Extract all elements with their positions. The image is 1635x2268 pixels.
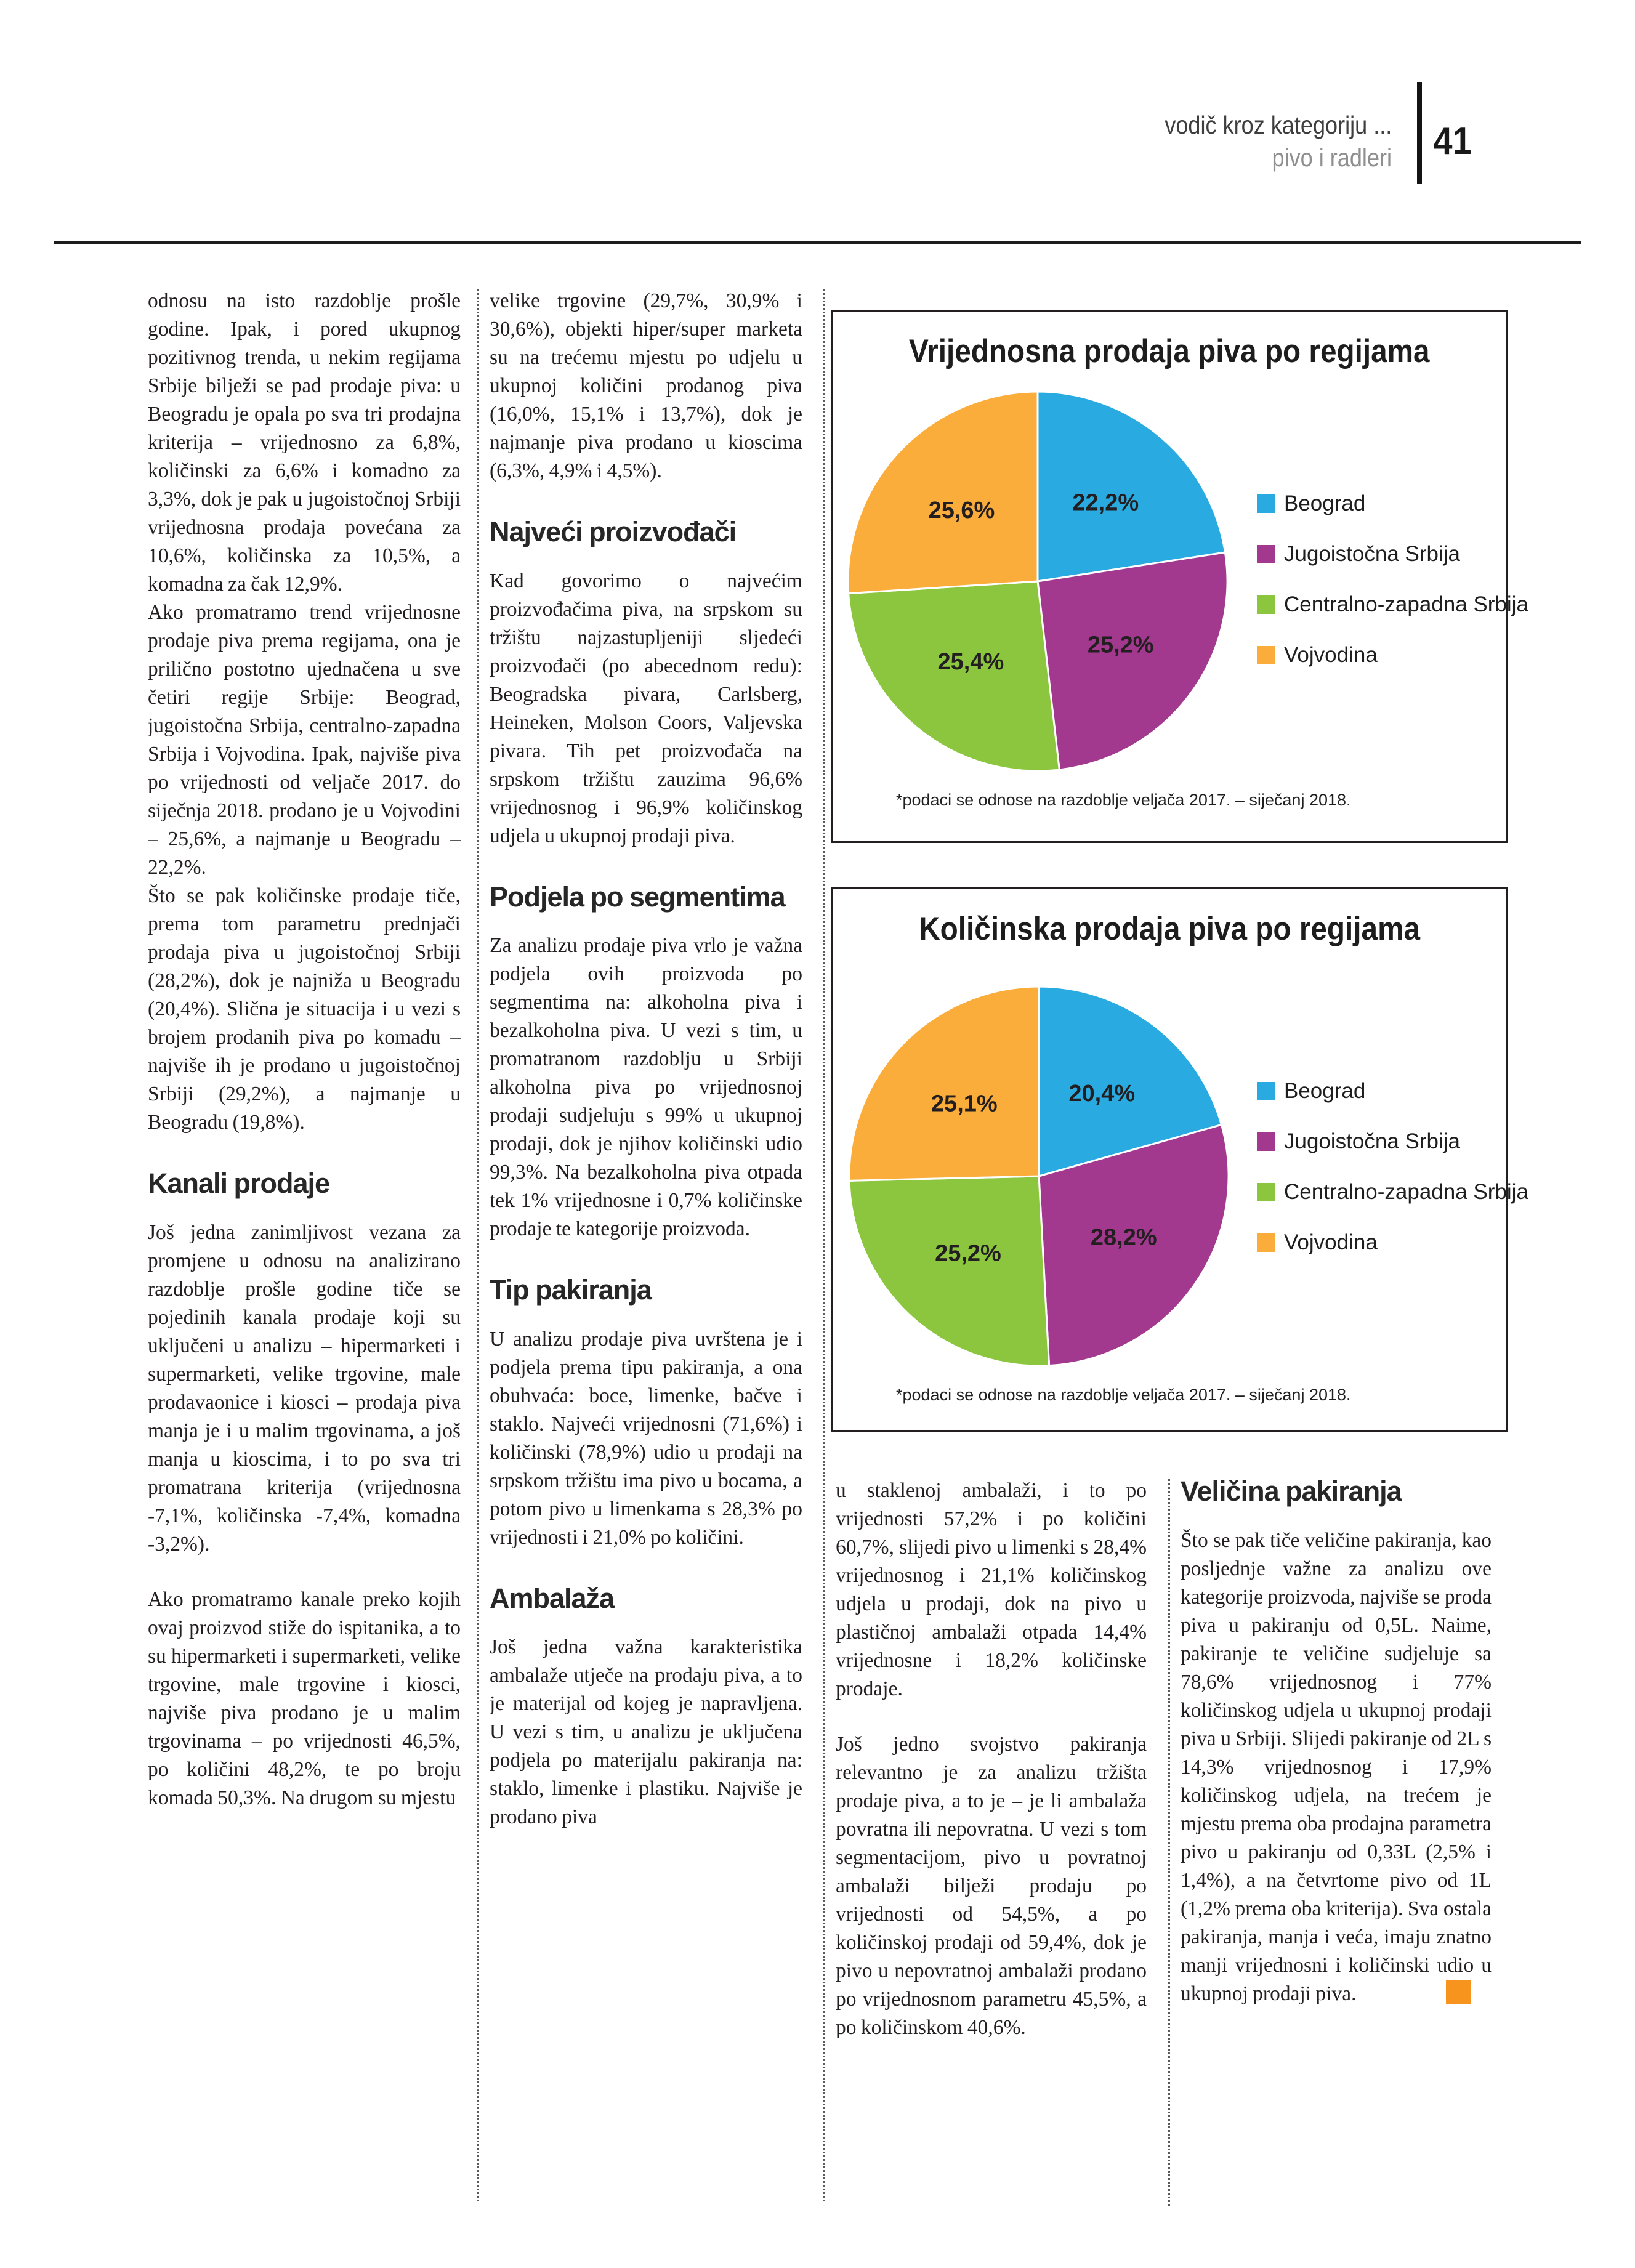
legend-label: Centralno-zapadna Srbija (1284, 1180, 1528, 1204)
header-divider-bar (1417, 82, 1422, 184)
chart-title-text: Vrijednosna prodaja piva po regijama (909, 333, 1430, 369)
paragraph: U analizu prodaje piva uvrštena je i podjela prema tipu pakiranja, a ona obuhvaća: boce, limenke, bačve i staklo. Najveći vrijednosni (71,6%) i količinski (78,9%) udio u prodaji na srpskom tržištu ima pivo u bocama, a potom pivo u limenkama s 28,3% po vrijednosti i 21,0% po količini. (490, 1327, 802, 1549)
legend-item (1257, 1129, 1528, 1154)
header-rule (54, 241, 1581, 244)
legend-item (1257, 1230, 1528, 1255)
paragraph-text: Što se pak tiče veličine pakiranja, kao posljednje važne za analizu ove kategorije proizvoda, najviše se proda piva u pakiranju od 0,5L. Naime, pakiranje te veličine sudjeluje sa 78,6% vrijednosnog i 77% količinskog udjela u ukupnoj prodaji piva u Srbiji. Slijedi pakiranje od 2L s 14,3% vrijednosnog i 17,9% količinskog udjela, na trećem je mjestu prema oba prodajna parametra pivo u pakiranju od 0,33L (2,5% i 1,4%), a na četvrtome pivo od 1L (1,2% prema oba kriterija). Sva ostala pakiranja, manja i veća, imaju znatno manji vrijednosni i količinski udio u ukupnoj prodaji piva. (1181, 1528, 1492, 2005)
chart-legend (1257, 491, 1528, 693)
pie-value-label: 25,2% (935, 1240, 1001, 1267)
header-topic-text: pivo i radleri (1272, 143, 1392, 172)
section-heading: Tip pakiranja (490, 1274, 652, 1306)
legend-swatch (1257, 1132, 1275, 1151)
text-column-1 (148, 287, 461, 2208)
header-kicker (801, 111, 1392, 140)
pie-value-label: 25,2% (1087, 632, 1154, 658)
pie-slice-centralno-zapadna-srbija (849, 1176, 1049, 1366)
chart-footnote: *podaci se odnose na razdoblje veljača 2017. – siječanj 2018. (896, 1386, 1351, 1404)
legend-item (1257, 1079, 1528, 1104)
pie-value-label: 25,4% (937, 648, 1004, 675)
legend-label: Centralno-zapadna Srbija (1284, 592, 1528, 616)
legend-swatch (1257, 595, 1275, 614)
chart-title (833, 333, 1506, 370)
chart-title (833, 910, 1506, 948)
legend-swatch (1257, 1233, 1275, 1252)
legend-swatch (1257, 1183, 1275, 1201)
volume-sales-chart (831, 887, 1528, 1432)
pie-slice-beograd (1038, 392, 1225, 581)
value-sales-chart (831, 310, 1528, 843)
paragraph: odnosu na isto razdoblje prošle godine. Ipak, i pored ukupnog pozitivnog trenda, u nekim regijama Srbije bilježi se pad prodaje piva: u Beogradu je opala po sva tri prodajna kriterija – vrijednosno za 6,8%, količinski za 6,6% i komadno za 3,3%, dok je pak u jugoistočnoj Srbiji vrijednosna prodaja povećana za 10,6%, količinska za 10,5%, a komadna za čak 12,9%. (148, 289, 461, 595)
legend-item (1257, 542, 1528, 567)
legend-swatch (1257, 494, 1275, 513)
column-separator (1168, 1479, 1170, 2206)
pie-value-label: 22,2% (1072, 490, 1139, 516)
section-heading: Najveći proizvođači (490, 516, 737, 547)
column-separator (477, 289, 479, 2201)
paragraph: Još jedna važna karakteristika ambalaže utječe na prodaju piva, a to je materijal od kojeg je napravljena. U vezi s tim, u analizu je uključena podjela po materijalu pakiranja na: staklo, limenke i plastiku. Najviše je prodano piva (490, 1636, 802, 1829)
pie-slice-vojvodina (849, 987, 1039, 1180)
section-heading: Podjela po segmentima (490, 881, 785, 913)
legend-label: Jugoistočna Srbija (1284, 542, 1460, 566)
legend-label: Vojvodina (1284, 1230, 1378, 1254)
text-column-4 (1181, 1477, 1492, 2209)
pie-value-label: 25,6% (928, 498, 995, 524)
section-heading: Kanali prodaje (148, 1168, 330, 1199)
paragraph: Ako promatramo trend vrijednosne prodaje piva prema regijama, ona je prilično postotno ujednačena u sve četiri regije Srbije: Beograd, jugoistočna Srbija, centralno-zapadna Srbija i Vojvodina. Ipak, najviše piva po vrijednosti od veljače 2017. do siječnja 2018. prodano je u Vojvodini – 25,6%, a najmanje u Beogradu – 22,2%. (148, 601, 461, 879)
pie-chart (842, 979, 1236, 1373)
page-number-text: 41 (1433, 120, 1472, 163)
page-number (1431, 119, 1474, 163)
chart-title-text: Količinska prodaja piva po regijama (919, 911, 1420, 947)
section-heading: Ambalaža (490, 1582, 615, 1614)
pie-value-label: 25,1% (931, 1091, 998, 1117)
pie-value-label: 28,2% (1090, 1224, 1157, 1251)
text-column-2 (490, 287, 802, 2208)
paragraph: Ako promatramo kanale preko kojih ovaj proizvod stiže do ispitanika, a to su hipermarketi i supermarketi, velike trgovine, male trgovine i kiosci, najviše piva prodano je u malim trgovinama – po vrijednosti 46,5%, po količini 48,2%, te po broju komada 50,3%. Na drugom su mjestu (148, 1588, 461, 1809)
column-separator (823, 289, 825, 2201)
legend-label: Beograd (1284, 491, 1366, 515)
paragraph: u staklenoj ambalaži, i to po vrijednosti 57,2% i po količini 60,7%, slijedi pivo u limenki s 28,4% vrijednosnog i 21,1% količinskog udjela u prodaji, dok na pivo u plastičnoj ambalaži otpada 14,4% vrijednosne i 18,2% količinske prodaje. (836, 1479, 1147, 1700)
chart-footnote: *podaci se odnose na razdoblje veljača 2017. – siječanj 2018. (896, 791, 1351, 809)
header-kicker-text: vodič kroz kategoriju ... (1165, 111, 1392, 139)
pie-chart (841, 384, 1235, 778)
paragraph (1181, 1527, 1492, 2008)
pie-slice-jugoisto-na-srbija (1038, 552, 1227, 770)
legend-item (1257, 592, 1528, 617)
legend-item (1257, 643, 1528, 668)
legend-label: Jugoistočna Srbija (1284, 1129, 1460, 1153)
paragraph: Još jedno svojstvo pakiranja relevantno je za analizu tržišta prodaje piva, a to je – je li ambalaža povratna ili nepovratna. U vezi s tom segmentacijom, pivo u povratnoj ambalaži bilježi prodaju po vrijednosti od 54,5%, a po količinskoj prodaji od 59,4%, dok je pivo u nepovratnoj ambalaži prodano po vrijednosnom parametru 45,5%, a po količinskom 40,6%. (836, 1733, 1147, 2039)
article-end-marker (1446, 1980, 1471, 2004)
pie-value-label: 20,4% (1068, 1080, 1136, 1107)
paragraph: Još jedna zanimljivost vezana za promjene u odnosu na analizirano razdoblje prošle godine tiče se pojedinih kanala prodaje koji su uključeni u analizu – hipermarketi i supermarketi, velike trgovine, male prodavaonice i kiosci – prodaja piva manja je i u malim trgovinama, a još manja u kioscima, i to po sva tri promatrana kriterija (vrijednosna -7,1%, količinska -7,4%, komadna -3,2%). (148, 1221, 461, 1556)
paragraph: Kad govorimo o najvećim proizvođačima piva, na srpskom su tržištu najzastupljeniji sljedeći proizvođači (po abecednom redu): Beogradska pivara, Carlsberg, Heineken, Molson Coors, Valjevska pivara. Tih pet proizvođača na srpskom tržištu zauzima 96,6% vrijednosnog i 96,9% količinskog udjela u ukupnoj prodaji piva. (490, 569, 802, 847)
legend-swatch (1257, 1082, 1275, 1100)
paragraph: velike trgovine (29,7%, 30,9% i 30,6%), objekti hiper/super marketa su na trećemu mjestu po udjelu u ukupnoj količini prodanog piva (16,0%, 15,1% i 13,7%), dok je najmanje piva prodano u kioscima (6,3%, 4,9% i 4,5%). (490, 289, 802, 482)
paragraph: Što se pak količinske prodaje tiče, prema tom parametru prednjači prodaja piva u jugoistočnoj Srbiji (28,2%), dok je najniža u Beogradu (20,4%). Slična je situacija i u vezi s brojem prodanih piva po komadu – najviše ih je prodano u jugoistočnoj Srbiji (29,2%), a najmanje u Beogradu (19,8%). (148, 884, 461, 1134)
legend-label: Vojvodina (1284, 643, 1378, 667)
header-topic (801, 143, 1392, 172)
legend-item (1257, 491, 1528, 516)
page-header (801, 111, 1392, 172)
paragraph: Za analizu prodaje piva vrlo je važna podjela ovih proizvoda po segmentima na: alkoholna piva i bezalkoholna piva. U vezi s tim, u promatranom razdoblju u Srbiji alkoholna piva po vrijednosnoj prodaji sudjeluju s 99% u ukupnoj prodaji, dok je njihov količinski udio 99,3%. Na bezalkoholna piva otpada tek 1% vrijednosne i 0,7% količinske prodaje te kategorije proizvoda. (490, 934, 802, 1241)
chart-legend (1257, 1079, 1528, 1281)
section-heading: Veličina pakiranja (1181, 1477, 1402, 1507)
legend-label: Beograd (1284, 1079, 1366, 1103)
legend-swatch (1257, 646, 1275, 664)
legend-swatch (1257, 545, 1275, 563)
pie-slice-centralno-zapadna-srbija (849, 581, 1060, 771)
text-column-3 (836, 1477, 1147, 2209)
pie-slice-vojvodina (848, 392, 1038, 594)
legend-item (1257, 1180, 1528, 1205)
